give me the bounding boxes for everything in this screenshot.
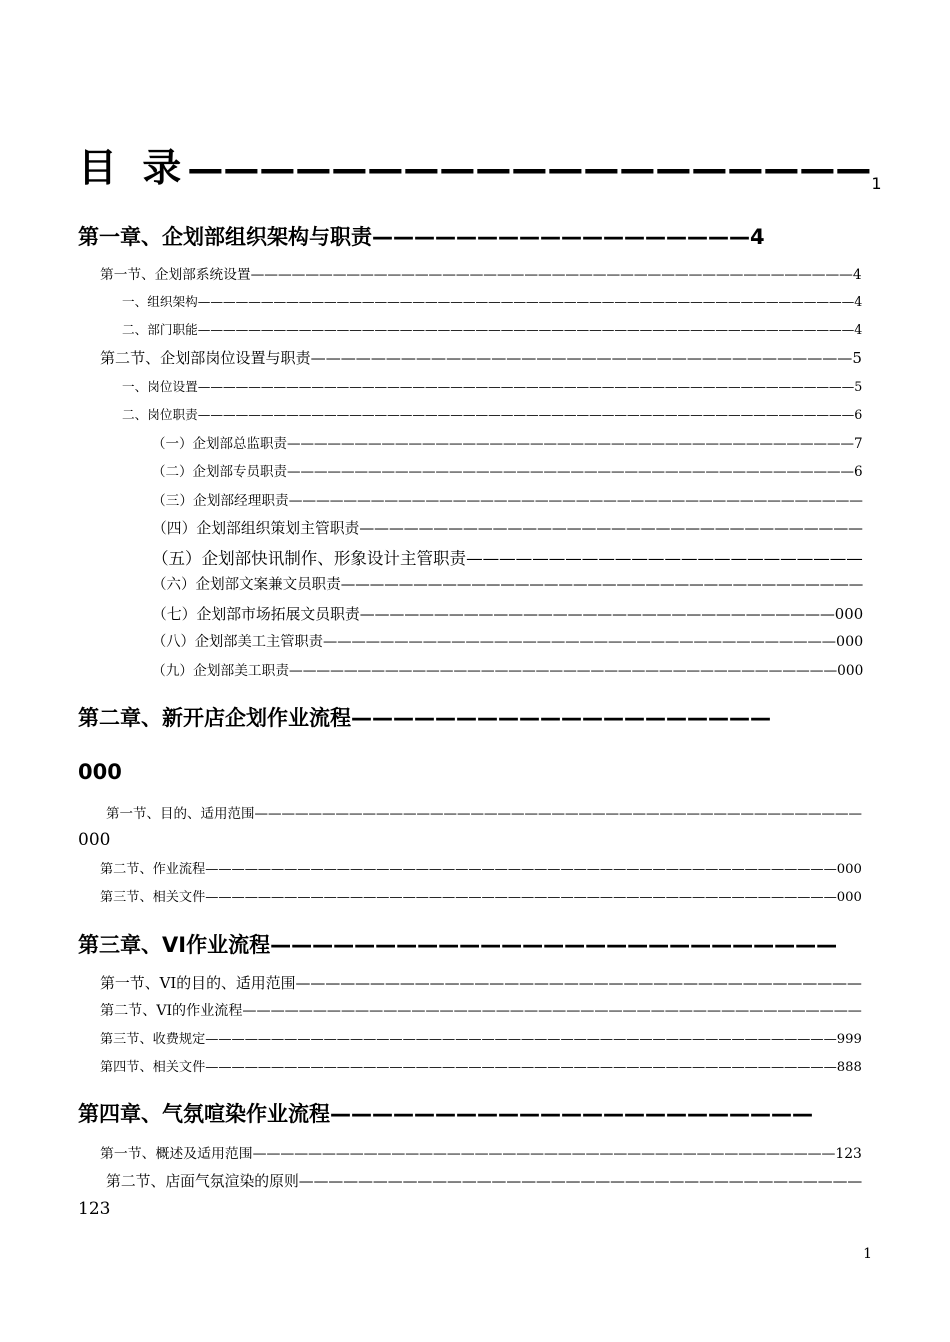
toc-chapter-2-page: 000 [78, 760, 122, 784]
toc-entry: 第二节、企划部岗位设置与职责————————————————————————————————————5 [100, 349, 862, 367]
toc-entry: （六）企划部文案兼文员职责———————————————————————————————————— [152, 577, 864, 593]
toc-chapter-1: 第一章、企划部组织架构与职责——————————————————4 [78, 225, 765, 249]
toc-title-text: 目 录 [78, 146, 188, 191]
toc-entry: （五）企划部快讯制作、形象设计主管职责———————————————————————— [152, 549, 863, 568]
toc-entry: 一、岗位设置————————————————————————————————————————————————————5 [122, 379, 863, 394]
toc-title-dashes: ——————————————————— [187, 149, 872, 190]
toc-entry: 第二节、VI的作业流程———————————————————————————————————————————— [100, 1003, 862, 1019]
page-number: 1 [863, 1246, 872, 1262]
toc-entry: 第一节、VI的目的、适用范围—————————————————————————————————————— [100, 974, 862, 992]
toc-title [78, 146, 882, 193]
toc-entry: （八）企划部美工主管职责————————————————————————————————————000 [152, 634, 864, 650]
toc-entry: 第一节、概述及适用范围——————————————————————————————————————————123 [100, 1146, 862, 1162]
toc-chapter-3: 第三章、VI作业流程——————————————————————————— [78, 933, 838, 957]
toc-entry: 二、部门职能————————————————————————————————————————————————————4 [122, 322, 863, 337]
toc-entry-page: 000 [78, 830, 111, 850]
toc-entry: 第四节、相关文件————————————————————————————————————————————————888 [100, 1060, 862, 1075]
toc-entry: 第一节、目的、适用范围————————————————————————————————————————————— [106, 806, 862, 822]
toc-chapter-2: 第二章、新开店企划作业流程———————————————————— [78, 706, 771, 730]
toc-entry: 一、组织架构————————————————————————————————————————————————————4 [122, 294, 863, 309]
toc-entry-page: 123 [78, 1199, 111, 1219]
toc-entry: 第一节、企划部系统设置————————————————————————————————————————————4 [100, 267, 862, 283]
toc-entry: 第三节、收费规定————————————————————————————————————————————————999 [100, 1032, 862, 1047]
toc-entry: （七）企划部市场拓展文员职责————————————————————————————————000 [152, 605, 864, 623]
toc-entry: 二、岗位职责————————————————————————————————————————————————————6 [122, 407, 863, 422]
toc-entry: 第二节、店面气氛渲染的原则—————————————————————————————————————— [106, 1173, 863, 1190]
toc-chapter-4: 第四章、气氛喧染作业流程——————————————————————— [78, 1102, 813, 1126]
toc-entry: （二）企划部专员职责——————————————————————————————————————————6 [152, 464, 863, 480]
toc-entry: 第二节、作业流程————————————————————————————————————————————————000 [100, 862, 862, 877]
toc-entry: （一）企划部总监职责——————————————————————————————————————————7 [152, 436, 863, 452]
toc-entry: （四）企划部组织策划主管职责—————————————————————————————————— [152, 520, 863, 537]
toc-entry: （三）企划部经理职责—————————————————————————————————————————— [152, 493, 863, 509]
toc-entry: 第三节、相关文件————————————————————————————————————————————————000 [100, 890, 862, 905]
toc-title-page: 1 [871, 174, 882, 193]
toc-entry: （九）企划部美工职责————————————————————————————————————————000 [152, 663, 864, 679]
